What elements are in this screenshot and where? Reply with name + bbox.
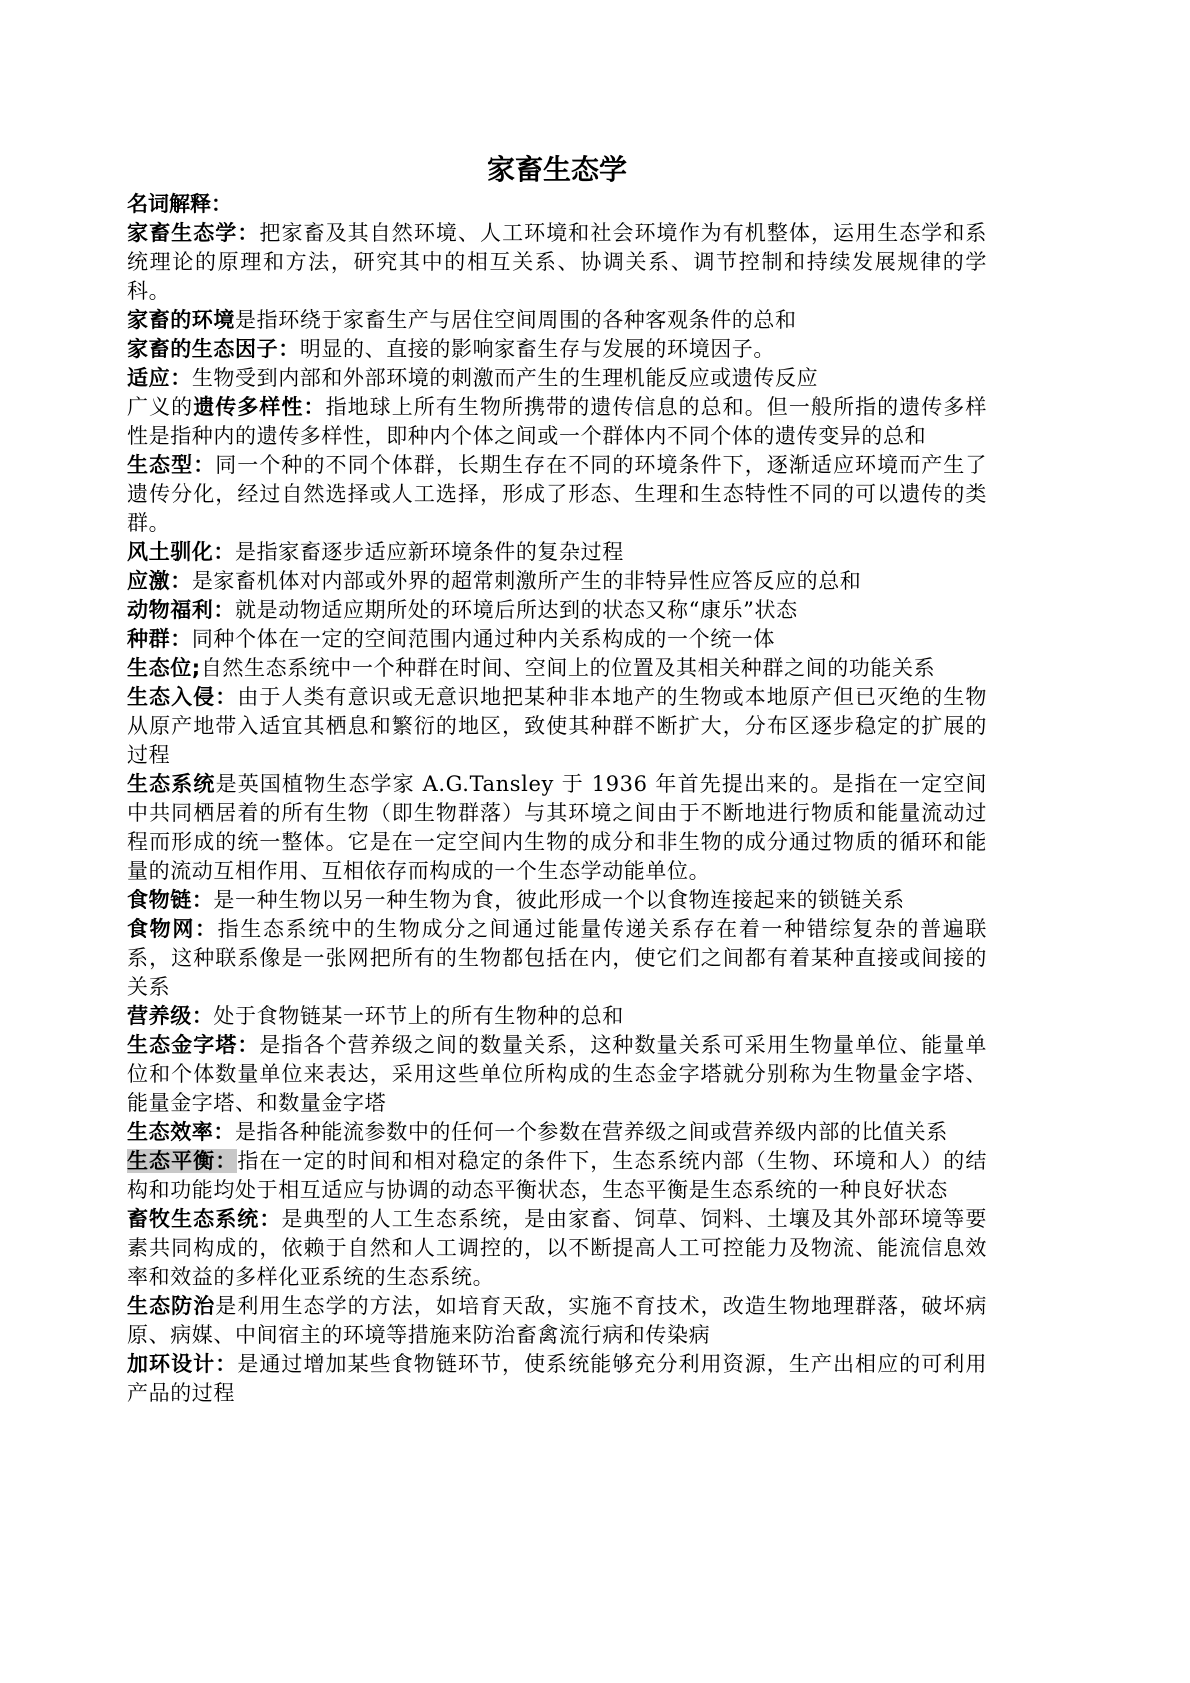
entry-term: 生态型: [127, 453, 194, 477]
entry-definition: 由于人类有意识或无意识地把某种非本地产的生物或本地原产但已灭绝的生物从原产地带入适宜其栖息和繁衍的地区，致使其种群不断扩大，分布区逐步稳定的扩展的过程: [127, 685, 987, 767]
entry-term: 适应: [127, 366, 171, 390]
glossary-entry: [127, 306, 987, 335]
glossary-entry: [127, 1031, 987, 1118]
entry-definition: 就是动物适应期所处的环境后所达到的状态又称“康乐”状态: [235, 598, 798, 622]
entry-term: 种群: [127, 627, 171, 651]
glossary-entry: [127, 1147, 987, 1205]
entry-term: 食物网: [127, 917, 195, 941]
entry-definition: 是典型的人工生态系统，是由家畜、饲草、饲料、土壤及其外部环境等要素共同构成的，依赖于自然和人工调控的，以不断提高人工可控能力及物流、能流信息效率和效益的多样化亚系统的生态系统。: [127, 1207, 987, 1289]
glossary-list: [127, 219, 987, 1408]
entry-definition: 同一个种的不同个体群，长期生存在不同的环境条件下，逐渐适应环境而产生了遗传分化，经过自然选择或人工选择，形成了形态、生理和生态特性不同的可以遗传的类群。: [127, 453, 987, 535]
entry-separator: ：: [237, 1033, 260, 1057]
entry-separator: ：: [259, 1207, 282, 1231]
glossary-entry: [127, 538, 987, 567]
entry-term: 生态防治: [127, 1294, 216, 1318]
entry-definition: 同种个体在一定的空间范围内通过种内关系构成的一个统一体: [191, 627, 776, 651]
glossary-entry: [127, 567, 987, 596]
entry-definition: 是通过增加某些食物链环节，使系统能够充分利用资源，生产出相应的可利用产品的过程: [127, 1352, 987, 1405]
entry-term: 动物福利: [127, 598, 214, 622]
glossary-entry: [127, 1118, 987, 1147]
entry-term: 食物链: [127, 888, 192, 912]
glossary-entry: [127, 1350, 987, 1408]
entry-definition: 指在一定的时间和相对稳定的条件下，生态系统内部（生物、环境和人）的结构和功能均处于相互适应与协调的动态平衡状态，生态平衡是生态系统的一种良好状态: [127, 1149, 987, 1202]
entry-separator: ：: [170, 366, 192, 390]
entry-definition: 是指环绕于家畜生产与居住空间周围的各种客观条件的总和: [235, 308, 797, 332]
entry-term: 生态金字塔: [127, 1033, 238, 1057]
glossary-entry: [127, 915, 987, 1002]
glossary-entry: [127, 1002, 987, 1031]
glossary-entry: [127, 683, 987, 770]
entry-separator: ：: [170, 569, 192, 593]
entry-separator: ：: [191, 888, 214, 912]
glossary-entry: [127, 1205, 987, 1292]
entry-separator: ：: [278, 337, 300, 361]
entry-separator: ：: [213, 540, 236, 564]
entry-definition: 是指家畜逐步适应新环境条件的复杂过程: [235, 540, 624, 564]
section-heading: 名词解释：: [127, 192, 232, 216]
entry-definition: 是英国植物生态学家 A.G.Tansley 于 1936 年首先提出来的。是指在一定空间中共同栖居着的所有生物（即生物群落）与其环境之间由于不断地进行物质和能量流动过程而形成的统一整体。它是在一定空间内生物的成分和非生物的成分通过物质的循环和能量的流动互相作用、互相依存而构成的一个生态学动能单位。: [127, 772, 987, 883]
glossary-entry: [127, 1292, 987, 1350]
entry-term: 风土驯化: [127, 540, 214, 564]
glossary-entry: [127, 219, 987, 306]
entry-separator: ：: [215, 685, 238, 709]
glossary-entry: [127, 451, 987, 538]
entry-separator: ：: [215, 1352, 238, 1376]
glossary-entry: [127, 886, 987, 915]
entry-definition: 是指各个营养级之间的数量关系，这种数量关系可采用生物量单位、能量单位和个体数量单位来表达，采用这些单位所构成的生态金字塔就分别称为生物量金字塔、能量金字塔、和数量金字塔: [127, 1033, 988, 1115]
entry-term: 家畜的生态因子: [127, 337, 279, 361]
entry-term: 家畜的环境: [127, 308, 235, 332]
entry-separator: ：: [213, 1120, 236, 1144]
entry-definition: 生物受到内部和外部环境的刺激而产生的生理机能反应或遗传反应: [191, 366, 819, 390]
entry-definition: 明显的、直接的影响家畜生存与发展的环境因子。: [299, 337, 776, 361]
entry-term: 生态位;: [127, 656, 201, 680]
glossary-entry: [127, 393, 987, 451]
entry-term: 生态效率: [127, 1120, 214, 1144]
entry-definition: 是家畜机体对内部或外界的超常刺激所产生的非特异性应答反应的总和: [191, 569, 862, 593]
entry-term: 生态系统: [127, 772, 216, 796]
glossary-entry: [127, 654, 987, 683]
document-title: 家畜生态学: [486, 153, 627, 186]
glossary-entry: [127, 335, 987, 364]
entry-separator: ：: [194, 917, 218, 941]
entry-definition: 把家畜及其自然环境、人工环境和社会环境作为有机整体，运用生态学和系统理论的原理和方法，研究其中的相互关系、协调关系、调节控制和持续发展规律的学科。: [127, 221, 988, 303]
entry-term: 生态入侵: [127, 685, 216, 709]
glossary-entry: [127, 364, 987, 393]
glossary-entry: [127, 596, 987, 625]
entry-separator: ：: [170, 627, 192, 651]
document-page: [127, 152, 987, 1408]
entry-term: 应激: [127, 569, 171, 593]
entry-definition: 处于食物链某一环节上的所有生物种的总和: [213, 1004, 624, 1028]
entry-term: 遗传多样性: [193, 395, 304, 419]
entry-separator: ：: [303, 395, 326, 419]
entry-separator: ：: [193, 453, 216, 477]
entry-separator: ：: [215, 1149, 238, 1173]
entry-separator: ：: [191, 1004, 214, 1028]
entry-prefix: 广义的: [127, 395, 194, 419]
entry-definition: 是指各种能流参数中的任何一个参数在营养级之间或营养级内部的比值关系: [235, 1120, 948, 1144]
entry-definition: 指生态系统中的生物成分之间通过能量传递关系存在着一种错综复杂的普遍联系，这种联系像是一张网把所有的生物都包括在内，使它们之间都有着某种直接或间接的关系: [127, 917, 987, 999]
entry-term: 生态平衡: [127, 1149, 216, 1173]
entry-separator: ：: [213, 598, 236, 622]
entry-term: 家畜生态学: [127, 221, 238, 245]
entry-term: 营养级: [127, 1004, 192, 1028]
entry-term: 加环设计: [127, 1352, 216, 1376]
entry-definition: 指地球上所有生物所携带的遗传信息的总和。但一般所指的遗传多样性是指种内的遗传多样性，即种内个体之间或一个群体内不同个体的遗传变异的总和: [127, 395, 987, 448]
glossary-entry: [127, 770, 987, 886]
entry-term: 畜牧生态系统: [127, 1207, 260, 1231]
entry-definition: 是利用生态学的方法，如培育天敌，实施不育技术，改造生物地理群落，破坏病原、病媒、中间宿主的环境等措施来防治畜禽流行病和传染病: [127, 1294, 988, 1347]
highlighted-term: [127, 1149, 237, 1173]
entry-definition: 是一种生物以另一种生物为食，彼此形成一个以食物连接起来的锁链关系: [213, 888, 905, 912]
entry-definition: 自然生态系统中一个种群在时间、空间上的位置及其相关种群之间的功能关系: [200, 656, 936, 680]
glossary-entry: [127, 625, 987, 654]
entry-separator: ：: [237, 221, 260, 245]
